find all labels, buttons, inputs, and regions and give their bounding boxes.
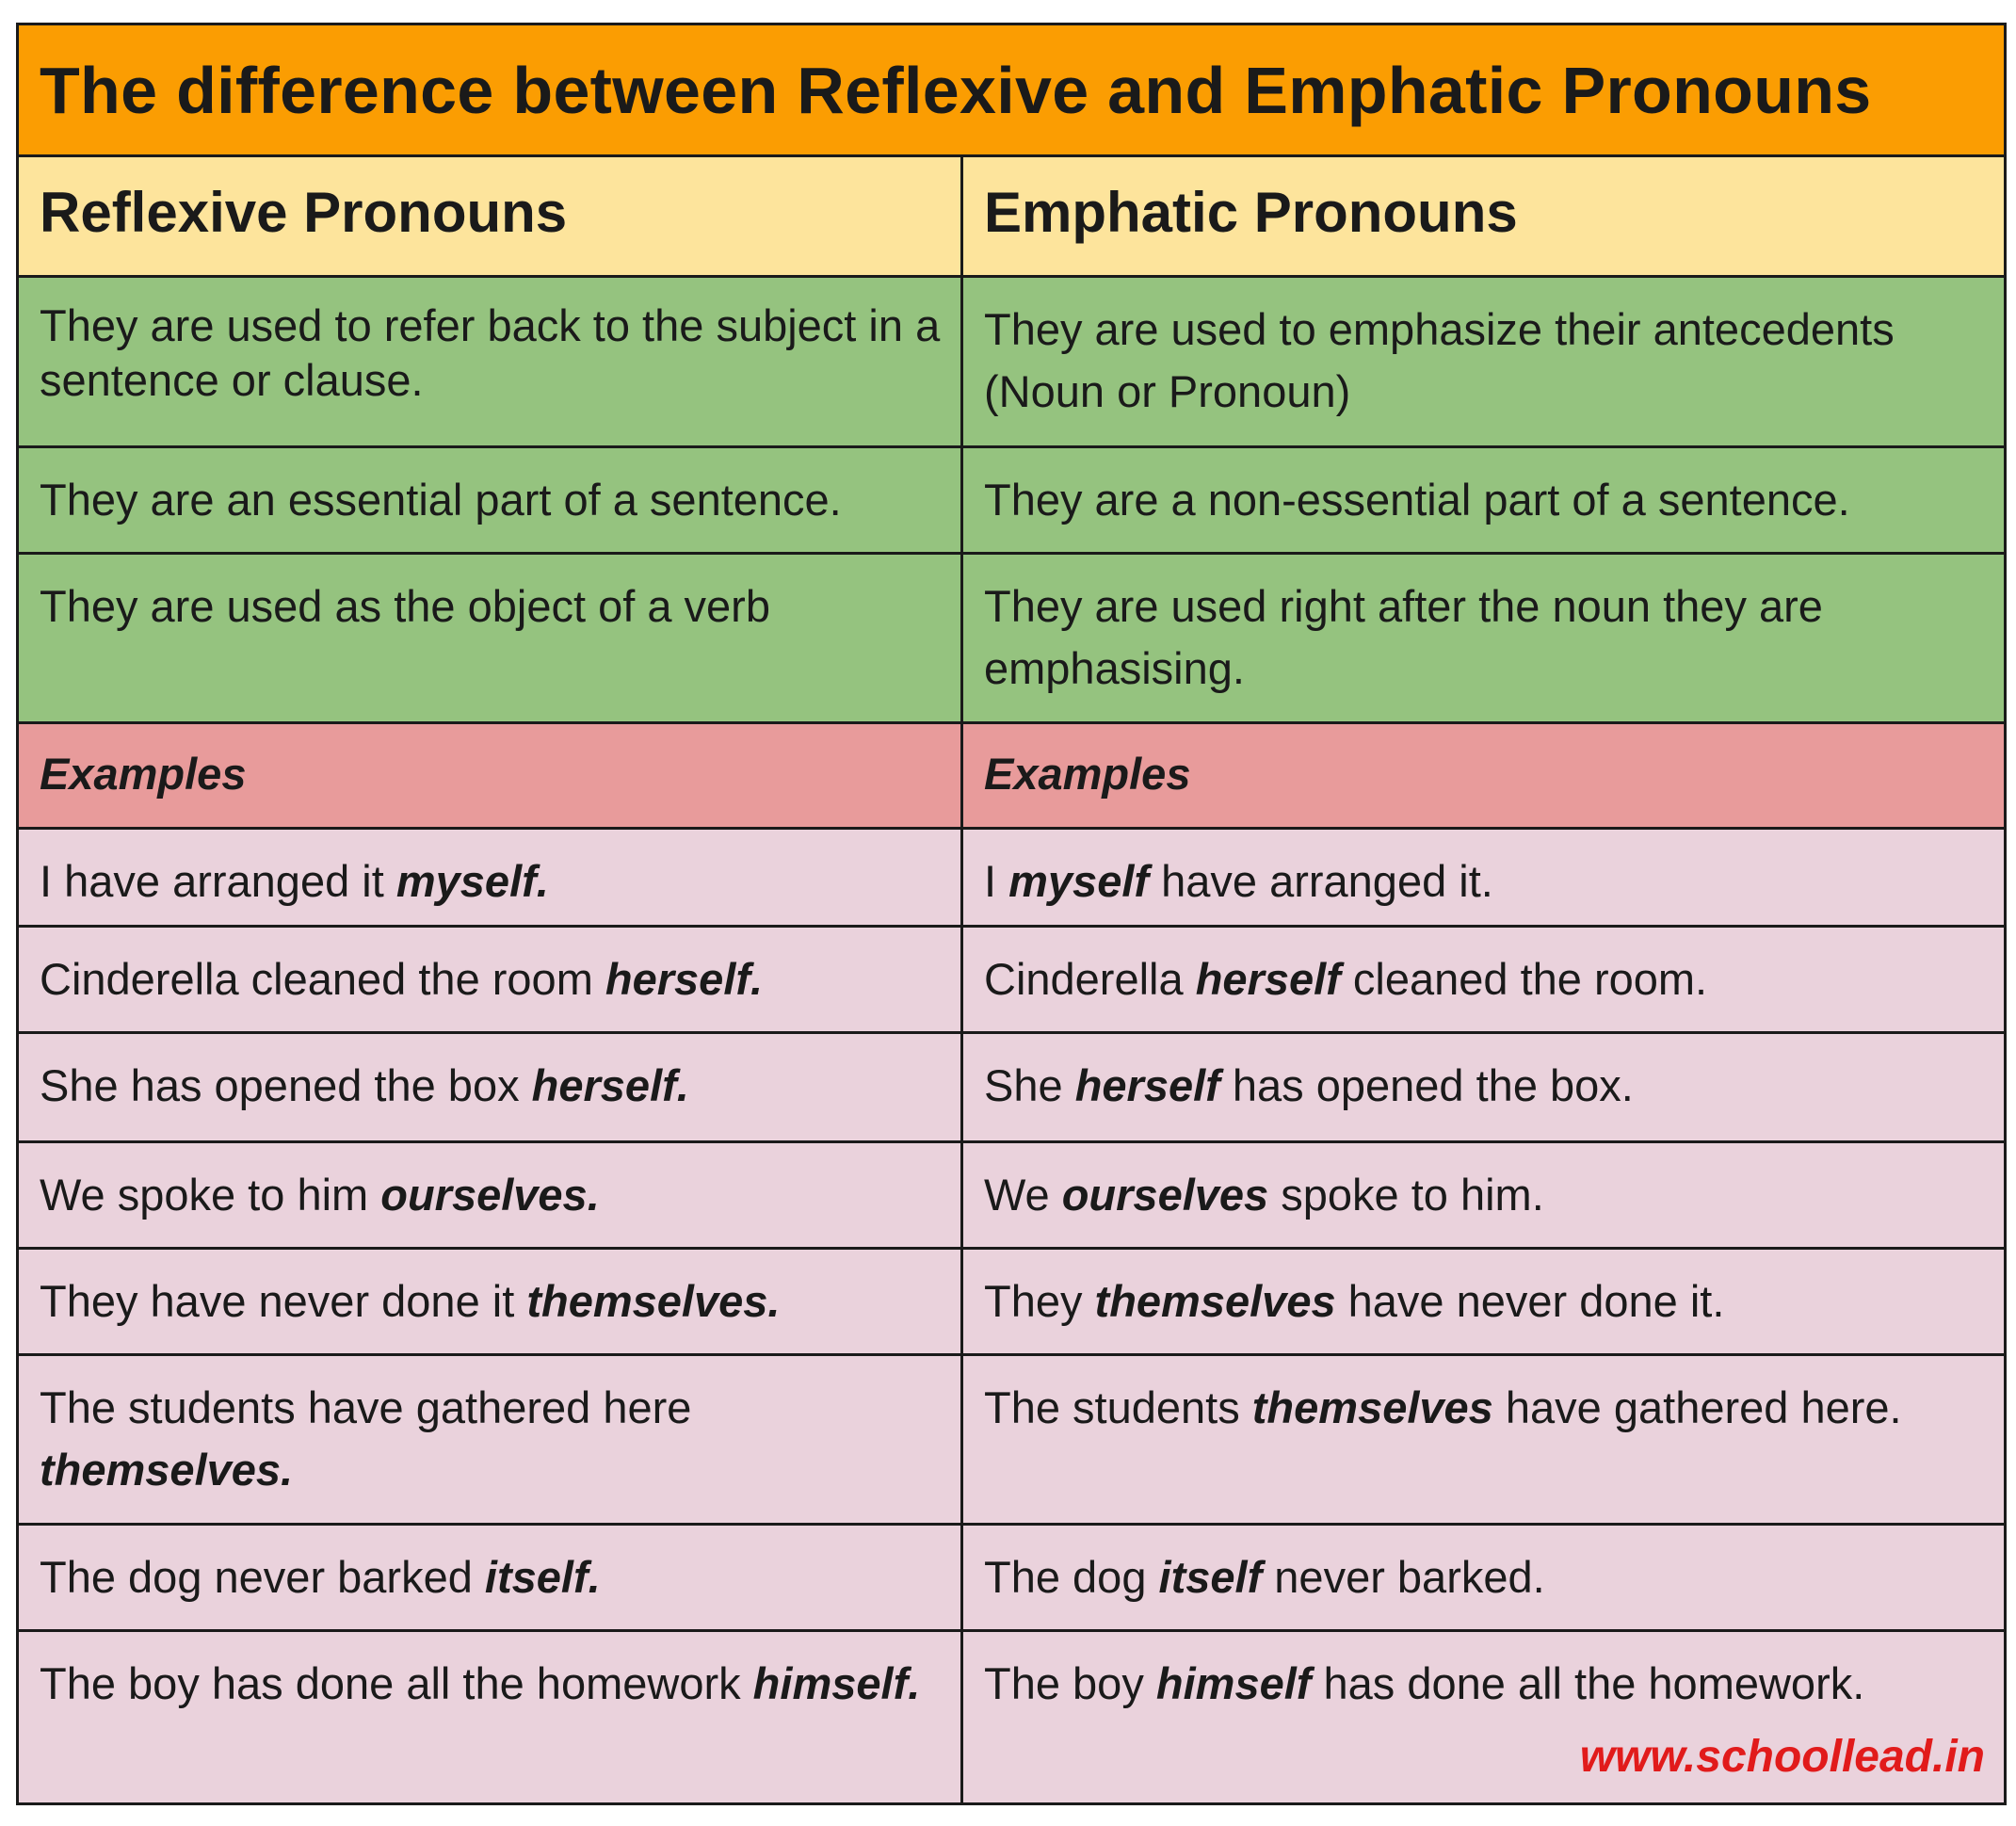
example-text: We — [984, 1170, 1062, 1220]
example-row — [19, 1632, 2004, 1802]
example-text: The students — [984, 1382, 1252, 1432]
emphatic-example — [963, 1143, 2004, 1247]
reflexive-pronoun: ourselves. — [380, 1170, 600, 1220]
example-text: I have arranged it — [40, 856, 396, 906]
reflexive-header: Reflexive Pronouns — [19, 157, 963, 275]
emphatic-pronoun: herself — [1074, 1060, 1220, 1110]
comparison-table — [16, 23, 2007, 1805]
emphatic-pronoun: themselves — [1251, 1382, 1493, 1432]
reflexive-pronoun: herself. — [531, 1060, 689, 1110]
example-text: cleaned the room. — [1340, 954, 1708, 1004]
example-text: Cinderella — [984, 954, 1196, 1004]
example-text: We spoke to him — [40, 1170, 381, 1220]
emphatic-pronoun: ourselves — [1061, 1170, 1269, 1220]
example-text: has done all the homework. — [1311, 1658, 1865, 1708]
example-text: Cinderella cleaned the room — [40, 954, 605, 1004]
emphatic-definition: They are a non-essential part of a sentence. — [984, 475, 1850, 525]
reflexive-pronoun: myself. — [395, 856, 549, 906]
emphatic-header: Emphatic Pronouns — [984, 181, 1518, 244]
reflexive-definition: They are used as the object of a verb — [19, 555, 963, 721]
example-text: spoke to him. — [1268, 1170, 1544, 1220]
emphatic-example — [963, 1034, 2004, 1140]
emphatic-example — [963, 1526, 2004, 1629]
reflexive-definition: They are an essential part of a sentence. — [19, 448, 963, 552]
example-text: I — [984, 856, 1009, 906]
examples-label-row — [19, 724, 2004, 830]
example-text: The boy — [984, 1658, 1156, 1708]
example-text: The dog — [984, 1552, 1159, 1602]
example-row — [19, 1034, 2004, 1143]
reflexive-example — [19, 1034, 963, 1140]
emphatic-pronoun: himself — [1155, 1658, 1312, 1708]
reflexive-examples-label: Examples — [19, 724, 963, 827]
example-row — [19, 1356, 2004, 1526]
example-text: The boy has done all the homework — [40, 1658, 753, 1708]
reflexive-example — [19, 1143, 963, 1247]
reflexive-pronoun: himself. — [752, 1658, 921, 1708]
example-row — [19, 1143, 2004, 1250]
example-text: They — [984, 1276, 1095, 1326]
definition-row — [19, 555, 2004, 724]
emphatic-pronoun: themselves — [1094, 1276, 1336, 1326]
example-row — [19, 1526, 2004, 1632]
column-header-row — [19, 157, 2004, 278]
reflexive-pronoun: herself. — [605, 954, 764, 1004]
emphatic-definition: They are used right after the noun they are emphasising. — [984, 581, 1823, 693]
example-text: have arranged it. — [1149, 856, 1493, 906]
example-text: They have never done it — [40, 1276, 527, 1326]
example-text: The dog never barked — [40, 1552, 485, 1602]
example-text: The students have gathered here — [40, 1382, 692, 1432]
example-text: never barked. — [1262, 1552, 1545, 1602]
reflexive-example — [19, 1250, 963, 1353]
emphatic-pronoun: itself — [1158, 1552, 1263, 1602]
reflexive-example — [19, 830, 963, 925]
emphatic-example — [963, 830, 2004, 925]
website-watermark: www.schoollead.in — [1579, 1732, 1985, 1782]
emphatic-example — [963, 1632, 2004, 1802]
example-text: She has opened the box — [40, 1060, 532, 1110]
reflexive-pronoun: themselves. — [40, 1445, 294, 1495]
reflexive-pronoun: itself. — [484, 1552, 601, 1602]
page-title: The difference between Reflexive and Emphatic Pronouns — [19, 25, 2004, 157]
emphatic-pronoun: herself — [1195, 954, 1341, 1004]
emphatic-definition: They are used to emphasize their antecedents (Noun or Pronoun) — [984, 304, 1895, 416]
reflexive-example — [19, 1356, 963, 1523]
example-text: have gathered here. — [1492, 1382, 1902, 1432]
example-row — [19, 830, 2004, 928]
reflexive-definition: They are used to refer back to the subject in a sentence or clause. — [19, 278, 963, 445]
definition-row — [19, 278, 2004, 448]
reflexive-example — [19, 1526, 963, 1629]
reflexive-pronoun: themselves. — [526, 1276, 781, 1326]
emphatic-example — [963, 1250, 2004, 1353]
emphatic-example — [963, 1356, 2004, 1523]
example-row — [19, 1250, 2004, 1356]
example-text: has opened the box. — [1219, 1060, 1634, 1110]
emphatic-examples-label: Examples — [984, 749, 1191, 799]
example-text: have never done it. — [1335, 1276, 1725, 1326]
example-row — [19, 928, 2004, 1034]
emphatic-pronoun: myself — [1008, 856, 1150, 906]
definition-row — [19, 448, 2004, 555]
reflexive-example — [19, 928, 963, 1031]
reflexive-example — [19, 1632, 963, 1802]
example-text: She — [984, 1060, 1075, 1110]
emphatic-example — [963, 928, 2004, 1031]
